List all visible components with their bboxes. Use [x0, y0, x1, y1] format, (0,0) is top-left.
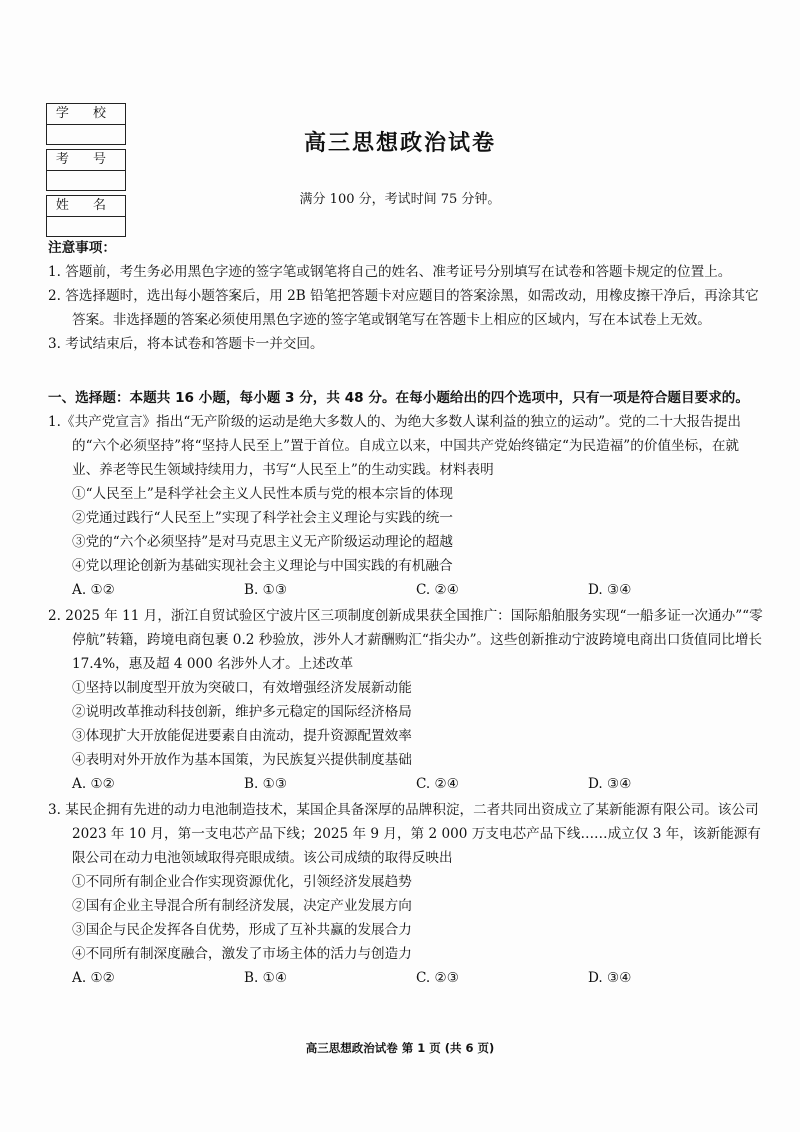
statement: ①不同所有制企业合作实现资源优化，引领经济发展趋势 — [72, 874, 412, 890]
exam-body — [48, 236, 764, 992]
student-info-table — [46, 103, 126, 237]
option-b[interactable]: B. ①④ — [244, 970, 288, 986]
option-a[interactable]: A. ①② — [72, 970, 115, 986]
option-a[interactable]: A. ①② — [72, 582, 115, 598]
statement: ③党的“六个必须坚持”是对马克思主义无产阶级运动理论的超越 — [72, 534, 453, 550]
option-a[interactable]: A. ①② — [72, 776, 115, 792]
statement: ②说明改革推动科技创新，维护多元稳定的国际经济格局 — [72, 704, 412, 720]
statement: ④不同所有制深度融合，激发了市场主体的活力与创造力 — [72, 946, 412, 962]
question-3 — [48, 798, 764, 990]
statement: ③体现扩大开放能促进要素自由流动，提升资源配置效率 — [72, 728, 412, 744]
option-b[interactable]: B. ①③ — [244, 776, 288, 792]
exam-info: 满分 100 分，考试时间 75 分钟。 — [299, 192, 501, 207]
notice-heading: 注意事项： — [48, 240, 116, 256]
option-c[interactable]: C. ②③ — [416, 970, 459, 986]
statement: ①“人民至上”是科学社会主义人民性本质与党的根本宗旨的体现 — [72, 486, 453, 502]
option-c[interactable]: C. ②④ — [416, 582, 459, 598]
notice-item: 3. 考试结束后，将本试卷和答题卡一并交回。 — [48, 336, 324, 352]
option-b[interactable]: B. ①③ — [244, 582, 288, 598]
option-d[interactable]: D. ③④ — [588, 776, 632, 792]
option-c[interactable]: C. ②④ — [416, 776, 459, 792]
school-label: 学 校 — [47, 104, 126, 125]
notice-item: 1. 答题前，考生务必用黑色字迹的签字笔或钢笔将自己的姓名、准考证号分别填写在试卷和答题卡规定的位置上。 — [48, 264, 732, 280]
page-footer: 高三思想政治试卷 第 1 页 (共 6 页) — [305, 1041, 495, 1055]
statement: ②国有企业主导混合所有制经济发展，决定产业发展方向 — [72, 898, 412, 914]
option-d[interactable]: D. ③④ — [588, 582, 632, 598]
question-stem: 2. 2025 年 11 月，浙江自贸试验区宁波片区三项制度创新成果获全国推广：国际船舶服务实现“一船多证一次通办”“零停航”转籍，跨境电商包裹 0.2 秒验放，涉外人才薪酬购汇“指尖办”。这些创新推动宁波跨境电商出口货值同比增长 17.4%，惠及超 4 000 名涉外人才。上述改革 — [48, 608, 763, 672]
answer-options — [48, 772, 764, 796]
name-field[interactable] — [47, 216, 126, 237]
statement: ②党通过践行“人民至上”实现了科学社会主义理论与实践的统一 — [72, 510, 453, 526]
statement: ①坚持以制度型开放为突破口，有效增强经济发展新动能 — [72, 680, 412, 696]
notice-item: 2. 答选择题时，选出每小题答案后，用 2B 铅笔把答题卡对应题目的答案涂黑，如需改动，用橡皮擦干净后，再涂其它答案。非选择题的答案必须使用黑色字迹的签字笔或钢笔写在答题卡上相应的区域内，写在本试卷上无效。 — [48, 288, 759, 328]
name-label: 姓 名 — [47, 196, 126, 217]
statement: ④表明对外开放作为基本国策，为民族复兴提供制度基础 — [72, 752, 412, 768]
statement: ③国企与民企发挥各自优势，形成了互补共赢的发展合力 — [72, 922, 412, 938]
statement: ④党以理论创新为基础实现社会主义理论与中国实践的有机融合 — [72, 558, 453, 574]
answer-options — [48, 578, 764, 602]
question-1 — [48, 410, 764, 602]
question-stem: 3. 某民企拥有先进的动力电池制造技术，某国企具备深厚的品牌积淀，二者共同出资成立了某新能源有限公司。该公司 2023 年 10 月，第一支电芯产品下线；2025 年 9 月，第 2 000 万支电芯产品下线……成立仅 3 年，该新能源有限公司在动力电池领域取得亮眼成绩。该公司成绩的取得反映出 — [48, 802, 761, 866]
question-2 — [48, 604, 764, 796]
section-heading: 一、选择题：本题共 16 小题，每小题 3 分，共 48 分。在每小题给出的四个选项中，只有一项是符合题目要求的。 — [48, 390, 749, 406]
option-d[interactable]: D. ③④ — [588, 970, 632, 986]
page-title: 高三思想政治试卷 — [303, 131, 496, 156]
answer-options — [48, 966, 764, 990]
notice-list — [48, 260, 764, 356]
exam-id-label: 考 号 — [47, 150, 126, 171]
question-stem: 1.《共产党宣言》指出“无产阶级的运动是绝大多数人的、为绝大多数人谋利益的独立的运动”。党的二十大报告提出的“六个必须坚持”将“坚持人民至上”置于首位。自成立以来，中国共产党始终锚定“为民造福”的价值坐标，在就业、养老等民生领域持续用力，书写“人民至上”的生动实践。材料表明 — [48, 414, 741, 478]
